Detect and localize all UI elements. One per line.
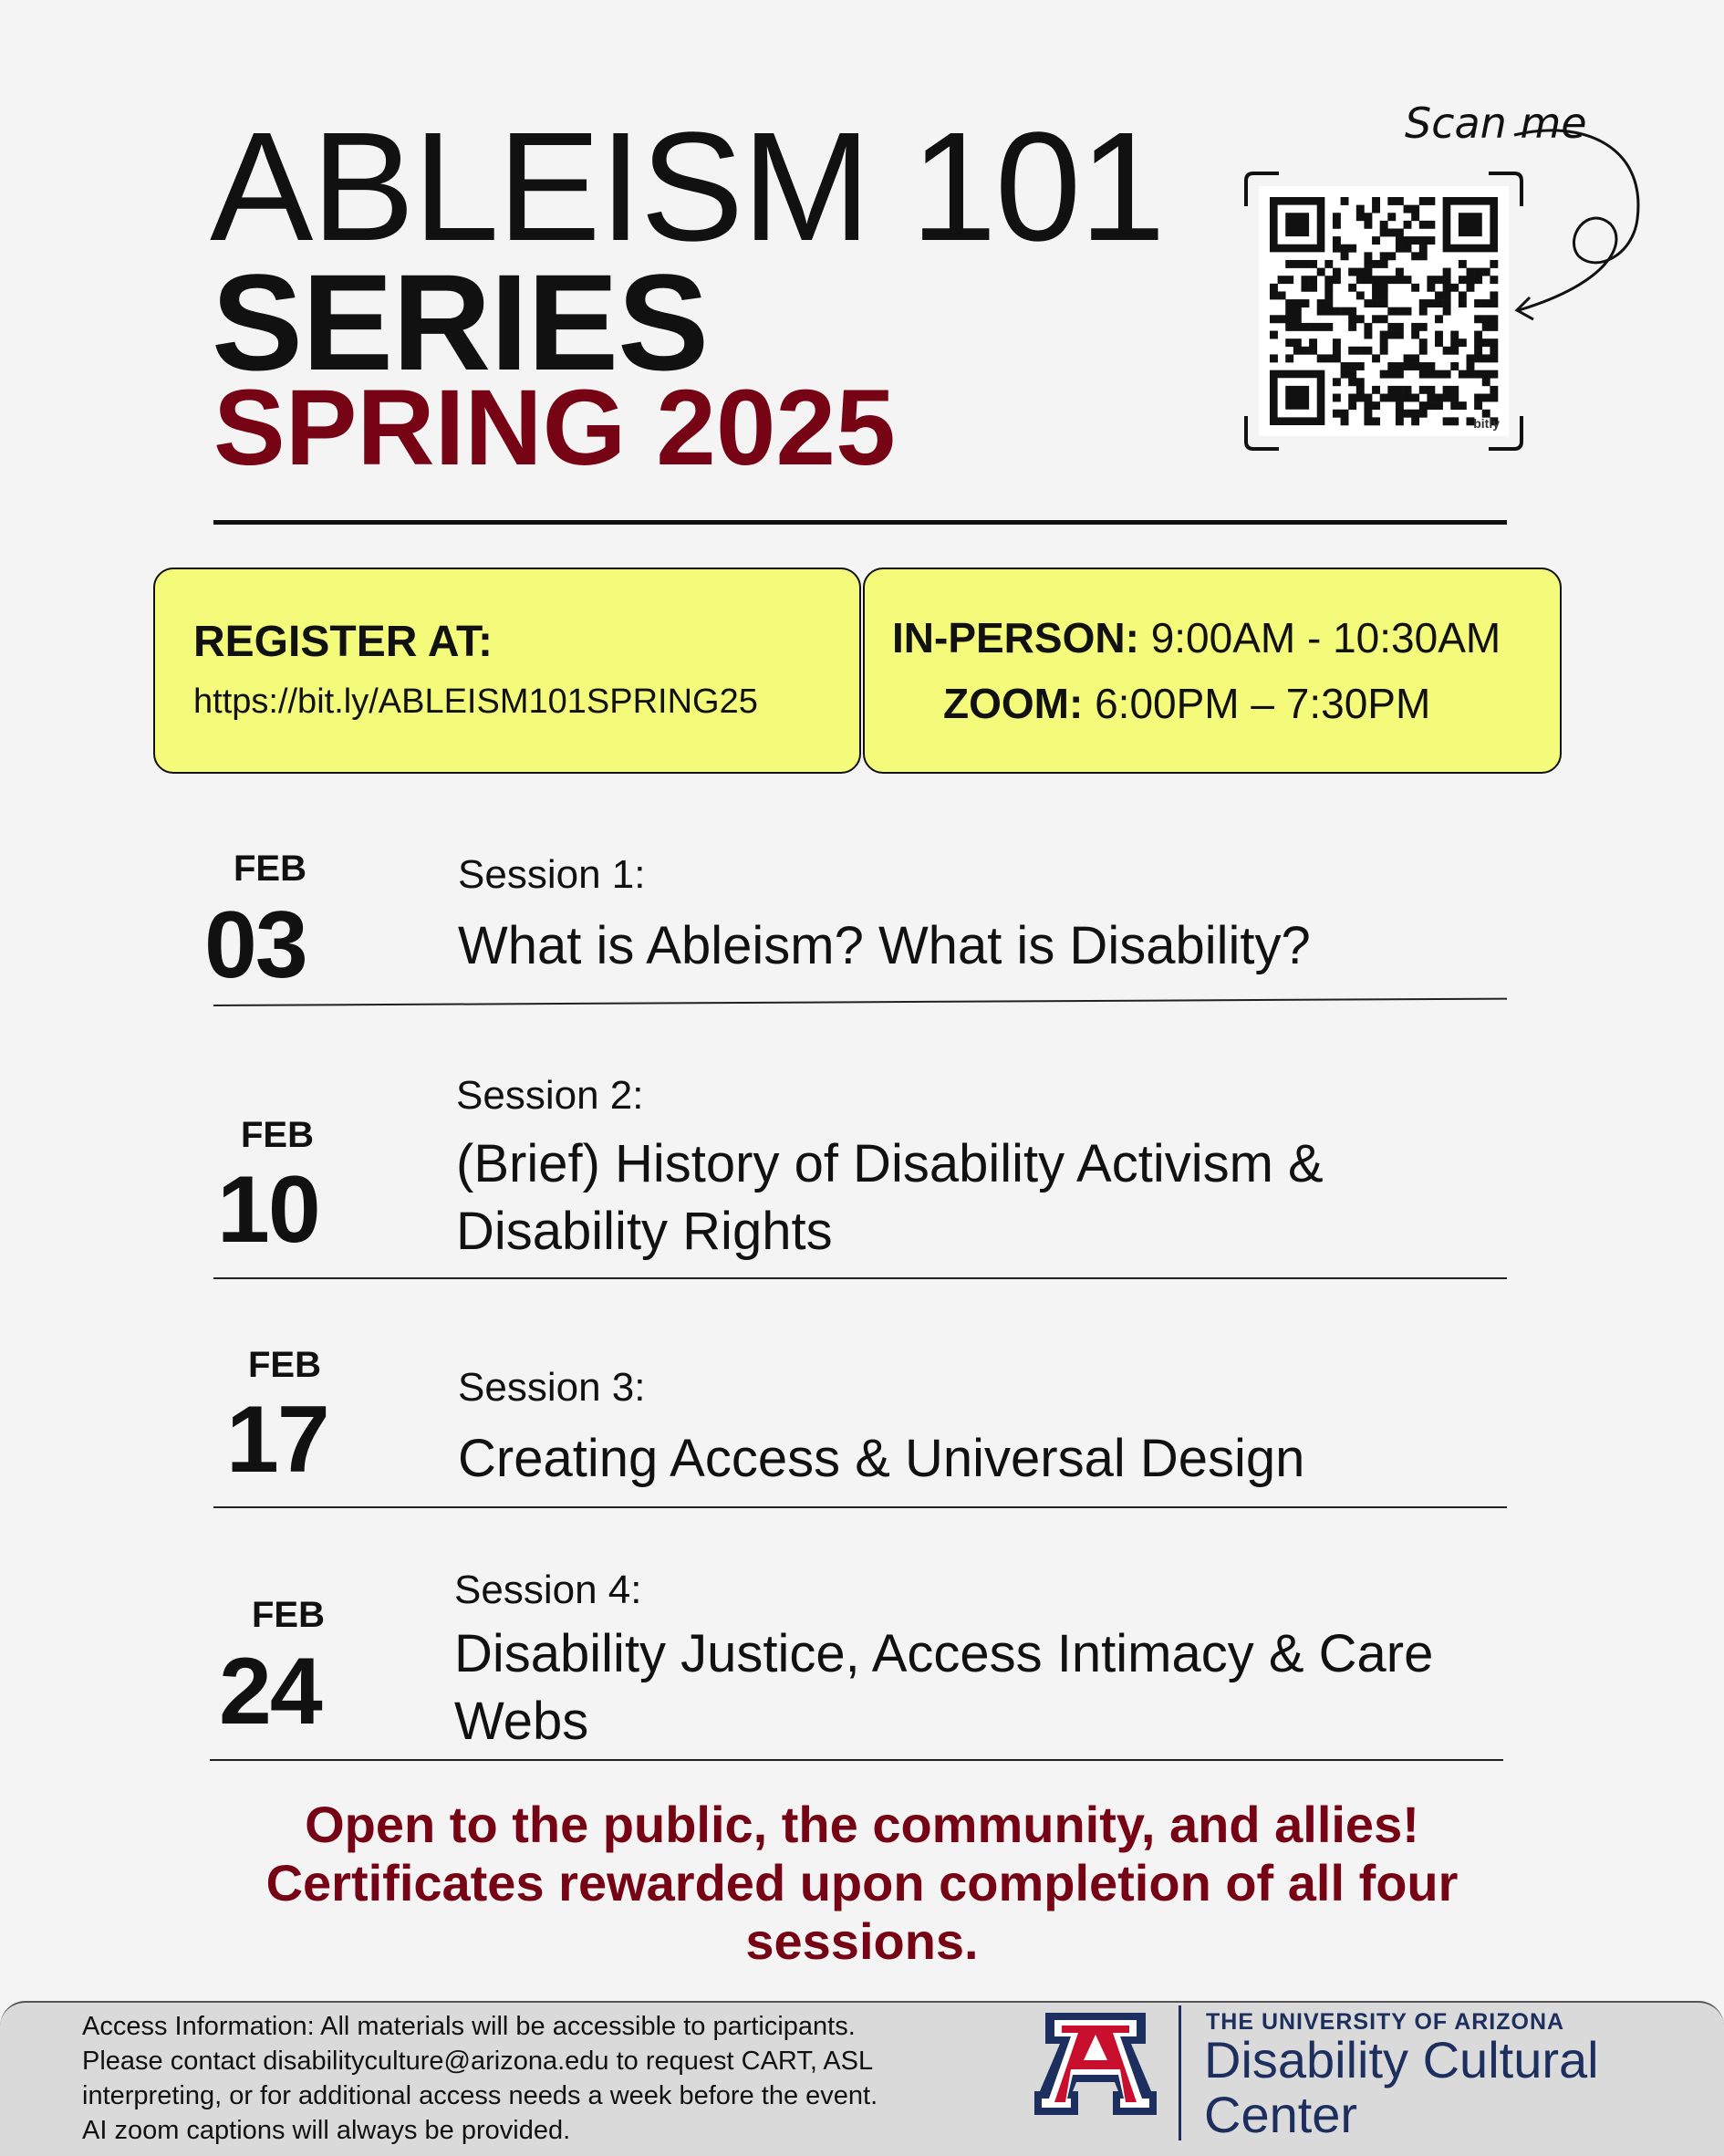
curly-arrow-icon xyxy=(1510,119,1674,328)
title-line-3: SPRING 2025 xyxy=(213,368,896,488)
access-line-1: Access Information: All materials will be accessible to participants. xyxy=(82,2012,856,2041)
access-line-4: AI zoom captions will always be provided. xyxy=(82,2116,571,2145)
closing-line-2: Certificates rewarded upon completion of all four xyxy=(265,1854,1459,1911)
register-box xyxy=(153,568,861,774)
title-divider xyxy=(213,520,1507,525)
in-person-value: 9:00AM - 10:30AM xyxy=(1150,614,1501,661)
session-2-day: 10 xyxy=(217,1157,319,1263)
session-3-label: Session 3: xyxy=(458,1365,646,1410)
session-1-month: FEB xyxy=(234,849,306,889)
zoom-value: 6:00PM – 7:30PM xyxy=(1095,680,1431,727)
session-4-title-line-1: Disability Justice, Access Intimacy & Care xyxy=(454,1624,1434,1683)
session-1-divider xyxy=(213,998,1507,1006)
session-4-divider xyxy=(210,1759,1503,1761)
scan-me-caption: Scan me xyxy=(1405,99,1587,148)
access-line-3: interpreting, or for additional access needs a week before the event. xyxy=(82,2081,878,2110)
session-2-title-line-2: Disability Rights xyxy=(456,1202,833,1261)
session-4-title-line-2: Webs xyxy=(454,1692,589,1751)
title-line-2: SERIES xyxy=(212,245,709,399)
session-1-label: Session 1: xyxy=(458,852,646,897)
session-4-label: Session 4: xyxy=(454,1568,642,1612)
zoom-time xyxy=(943,679,1430,728)
times-box xyxy=(863,568,1562,774)
session-2-divider xyxy=(213,1277,1507,1279)
center-name-line-1: Disability Cultural xyxy=(1204,2031,1599,2088)
closing-line-1: Open to the public, the community, and allies! xyxy=(305,1796,1419,1853)
zoom-label: ZOOM: xyxy=(943,680,1084,727)
logo-divider xyxy=(1179,2005,1181,2140)
access-information xyxy=(82,2009,1013,2148)
university-name: THE UNIVERSITY OF ARIZONA xyxy=(1206,2009,1565,2035)
register-url-link[interactable]: https://bit.ly/ABLEISM101SPRING25 xyxy=(193,682,758,721)
session-3-title: Creating Access & Universal Design xyxy=(458,1429,1305,1488)
session-3-month: FEB xyxy=(248,1345,321,1385)
session-2-month: FEB xyxy=(241,1115,314,1155)
qr-code[interactable] xyxy=(1259,186,1509,436)
register-label: REGISTER AT: xyxy=(193,618,493,666)
university-logo xyxy=(1029,2007,1162,2120)
qr-code-icon xyxy=(1259,186,1509,436)
block-a-logo-icon xyxy=(1029,2007,1162,2120)
session-2-label: Session 2: xyxy=(456,1073,644,1118)
closing-line-3: sessions. xyxy=(745,1912,979,1970)
center-name-line-2: Center xyxy=(1204,2086,1358,2143)
center-name xyxy=(1204,2033,1599,2142)
session-4-day: 24 xyxy=(219,1639,321,1745)
access-line-2: Please contact disabilityculture@arizona.edu to request CART, ASL xyxy=(82,2047,874,2076)
session-1-title: What is Ableism? What is Disability? xyxy=(458,916,1311,975)
session-1-day: 03 xyxy=(204,892,306,998)
qr-brand: bitly xyxy=(1473,416,1500,431)
session-2-title-line-1: (Brief) History of Disability Activism & xyxy=(456,1134,1324,1193)
title-line-1: ABLEISM 101 xyxy=(210,100,1164,274)
in-person-time xyxy=(892,613,1501,662)
session-4-month: FEB xyxy=(252,1595,325,1635)
session-3-day: 17 xyxy=(226,1387,328,1493)
in-person-label: IN-PERSON: xyxy=(892,614,1139,661)
closing-message xyxy=(137,1796,1587,1971)
session-3-divider xyxy=(213,1506,1507,1508)
